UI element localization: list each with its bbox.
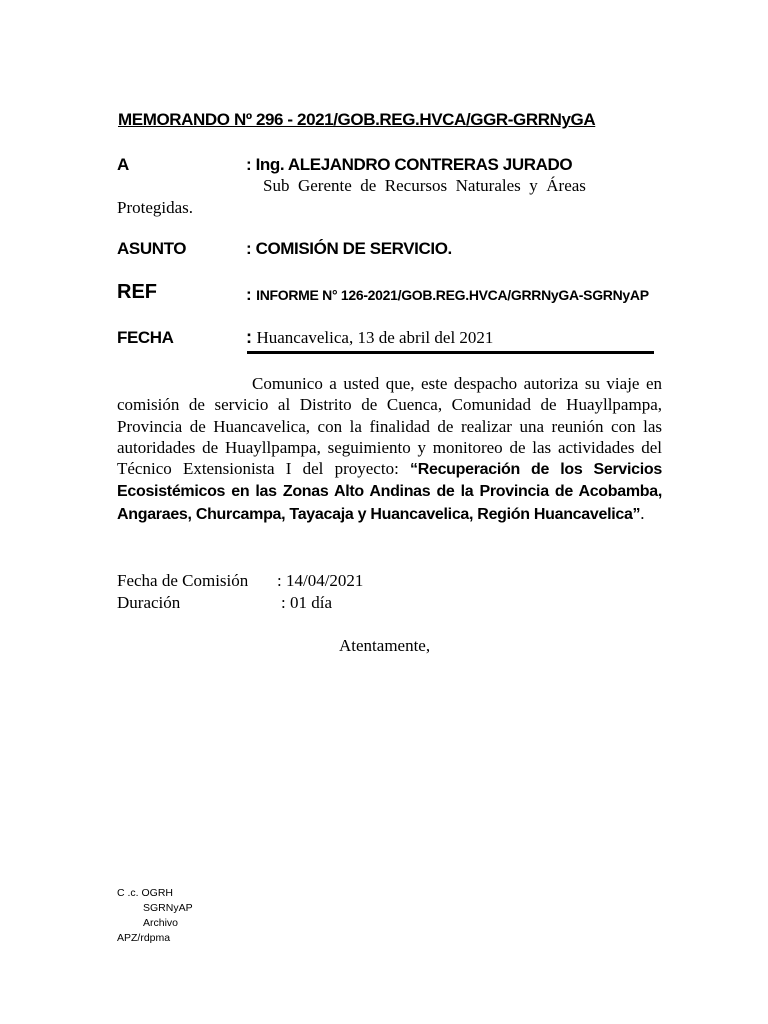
ref-line	[246, 285, 649, 305]
project-name: “Recuperación de los Servicios Ecosistémicos en las Zonas Alto Andinas de la Provincia de Acobamba, Angaraes, Churcampa, Tayacaja y Huancavelica, Región Huancavelica”	[117, 461, 662, 523]
body-end: .	[640, 503, 645, 523]
ref-colon: :	[246, 285, 252, 304]
date-label: FECHA	[117, 328, 174, 347]
commission-date-label: Fecha de Comisión	[117, 571, 249, 590]
subject-label: ASUNTO	[117, 239, 187, 258]
to-position-line1: Sub Gerente de Recursos Naturales y Áreas	[263, 176, 586, 195]
duration-label: Duración	[117, 593, 181, 612]
cc-line3: Archivo	[143, 917, 179, 929]
date-value: Huancavelica, 13 de abril del 2021	[256, 328, 494, 347]
to-position-line2: Protegidas.	[117, 198, 194, 217]
date-colon: :	[246, 327, 252, 347]
cc-line1: C .c. OGRH	[117, 887, 174, 899]
commission-date-value: : 14/04/2021	[277, 571, 364, 590]
date-line	[246, 327, 493, 348]
closing: Atentamente,	[339, 636, 431, 655]
subject-value: : COMISIÓN DE SERVICIO.	[246, 239, 452, 258]
cc-line2: SGRNyAP	[143, 902, 193, 914]
ref-label: REF	[117, 281, 157, 303]
ref-value: INFORME N° 126-2021/GOB.REG.HVCA/GRRNyGA-SGRNyAP	[256, 287, 649, 303]
header-divider	[247, 351, 654, 354]
to-name: : Ing. ALEJANDRO CONTRERAS JURADO	[246, 155, 573, 174]
body-plain: Comunico a usted que, este despacho autoriza su viaje en comisión de servicio al Distrito de Cuenca, Comunidad de Huayllpampa, Provincia de Huancavelica, con la finalidad de realizar una reunión con las autoridades de Huayllpampa, seguimiento y monitoreo de las actividades del Técnico Extensionista I del proyecto:	[117, 374, 662, 479]
memo-title: MEMORANDO Nº 296 - 2021/GOB.REG.HVCA/GGR-GRRNyGA	[118, 110, 596, 129]
cc-line4: APZ/rdpma	[117, 932, 171, 944]
memo-body	[117, 373, 662, 525]
duration-value: : 01 día	[281, 593, 332, 612]
to-label: A	[117, 155, 129, 174]
